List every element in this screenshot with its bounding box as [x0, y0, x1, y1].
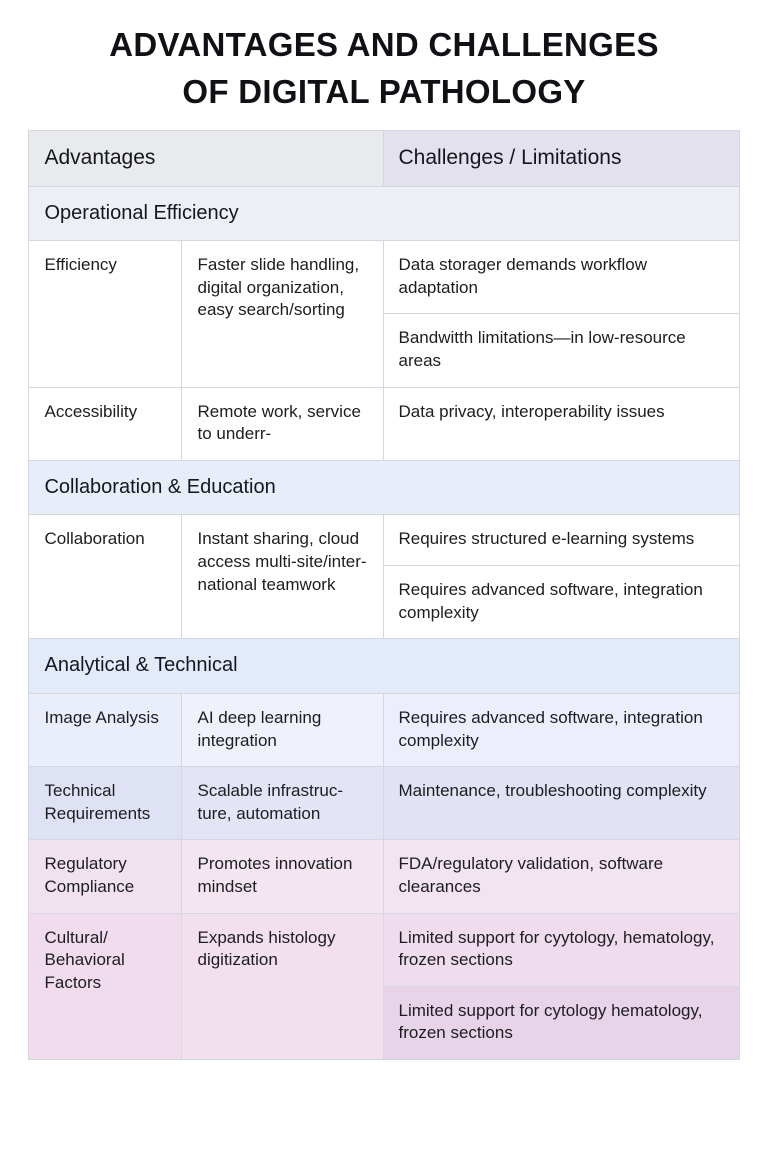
header-challenges: Challenges / Limitations [383, 130, 739, 186]
row-challenge-collaboration-1: Requires structured e-learning systems [383, 515, 739, 566]
row-challenge-cultural-behavioral-1: Limited support for cyytology, hematology, frozen sections [383, 913, 739, 986]
section-header-row [29, 460, 739, 515]
row-category-collaboration: Collaboration [29, 515, 182, 639]
table-row [29, 515, 739, 566]
row-challenge-image-analysis-1: Requires advanced software, integration complexity [383, 693, 739, 766]
table-row [29, 913, 739, 986]
row-category-technical-requirements: Technical Requirements [29, 767, 182, 840]
row-challenge-accessibility-1: Data privacy, interoperability issues [383, 387, 739, 460]
row-category-cultural-behavioral: Cultural/ Behavioral Factors [29, 913, 182, 1059]
section-header-row [29, 186, 739, 241]
table-row [29, 241, 739, 314]
row-advantage-cultural-behavioral: Expands histology digitization [182, 913, 383, 1059]
row-challenge-technical-requirements-1: Maintenance, troubleshooting complexity [383, 767, 739, 840]
title-line-2: OF DIGITAL PATHOLOGY [182, 72, 586, 110]
row-category-image-analysis: Image Analysis [29, 693, 182, 766]
row-advantage-technical-requirements: Scalable infrastruc-ture, automation [182, 767, 383, 840]
section-title-analytical-technical: Analytical & Technical [29, 639, 739, 694]
table-row [29, 767, 739, 840]
row-advantage-accessibility: Remote work, service to underr- [182, 387, 383, 460]
row-category-accessibility: Accessibility [29, 387, 182, 460]
row-challenge-cultural-behavioral-2: Limited support for cytology hematology, frozen sections [383, 986, 739, 1059]
row-category-efficiency: Efficiency [29, 241, 182, 387]
page-title [0, 0, 768, 130]
title-line-1: ADVANTAGES AND CHALLENGES [109, 26, 659, 63]
table-row [29, 387, 739, 460]
section-title-operational-efficiency: Operational Efficiency [29, 186, 739, 241]
row-advantage-regulatory-compliance: Promotes innovation mindset [182, 840, 383, 913]
row-advantage-image-analysis: AI deep learning integration [182, 693, 383, 766]
row-challenge-efficiency-1: Data storager demands workflow adaptation [383, 241, 739, 314]
comparison-table [28, 130, 739, 1060]
row-category-regulatory-compliance: Regulatory Compliance [29, 840, 182, 913]
row-challenge-collaboration-2: Requires advanced software, integration complexity [383, 566, 739, 639]
row-challenge-efficiency-2: Bandwitth limitations—in low-resource areas [383, 314, 739, 387]
row-advantage-efficiency: Faster slide handling, digital organization, easy search/sorting [182, 241, 383, 387]
section-title-collaboration-education: Collaboration & Education [29, 460, 739, 515]
row-challenge-regulatory-compliance-1: FDA/regulatory validation, software clearances [383, 840, 739, 913]
table-row [29, 840, 739, 913]
table-header-row [29, 130, 739, 186]
section-header-row [29, 639, 739, 694]
table-row [29, 693, 739, 766]
header-advantages: Advantages [29, 130, 383, 186]
row-advantage-collaboration: Instant sharing, cloud access multi-site/inter-national teamwork [182, 515, 383, 639]
